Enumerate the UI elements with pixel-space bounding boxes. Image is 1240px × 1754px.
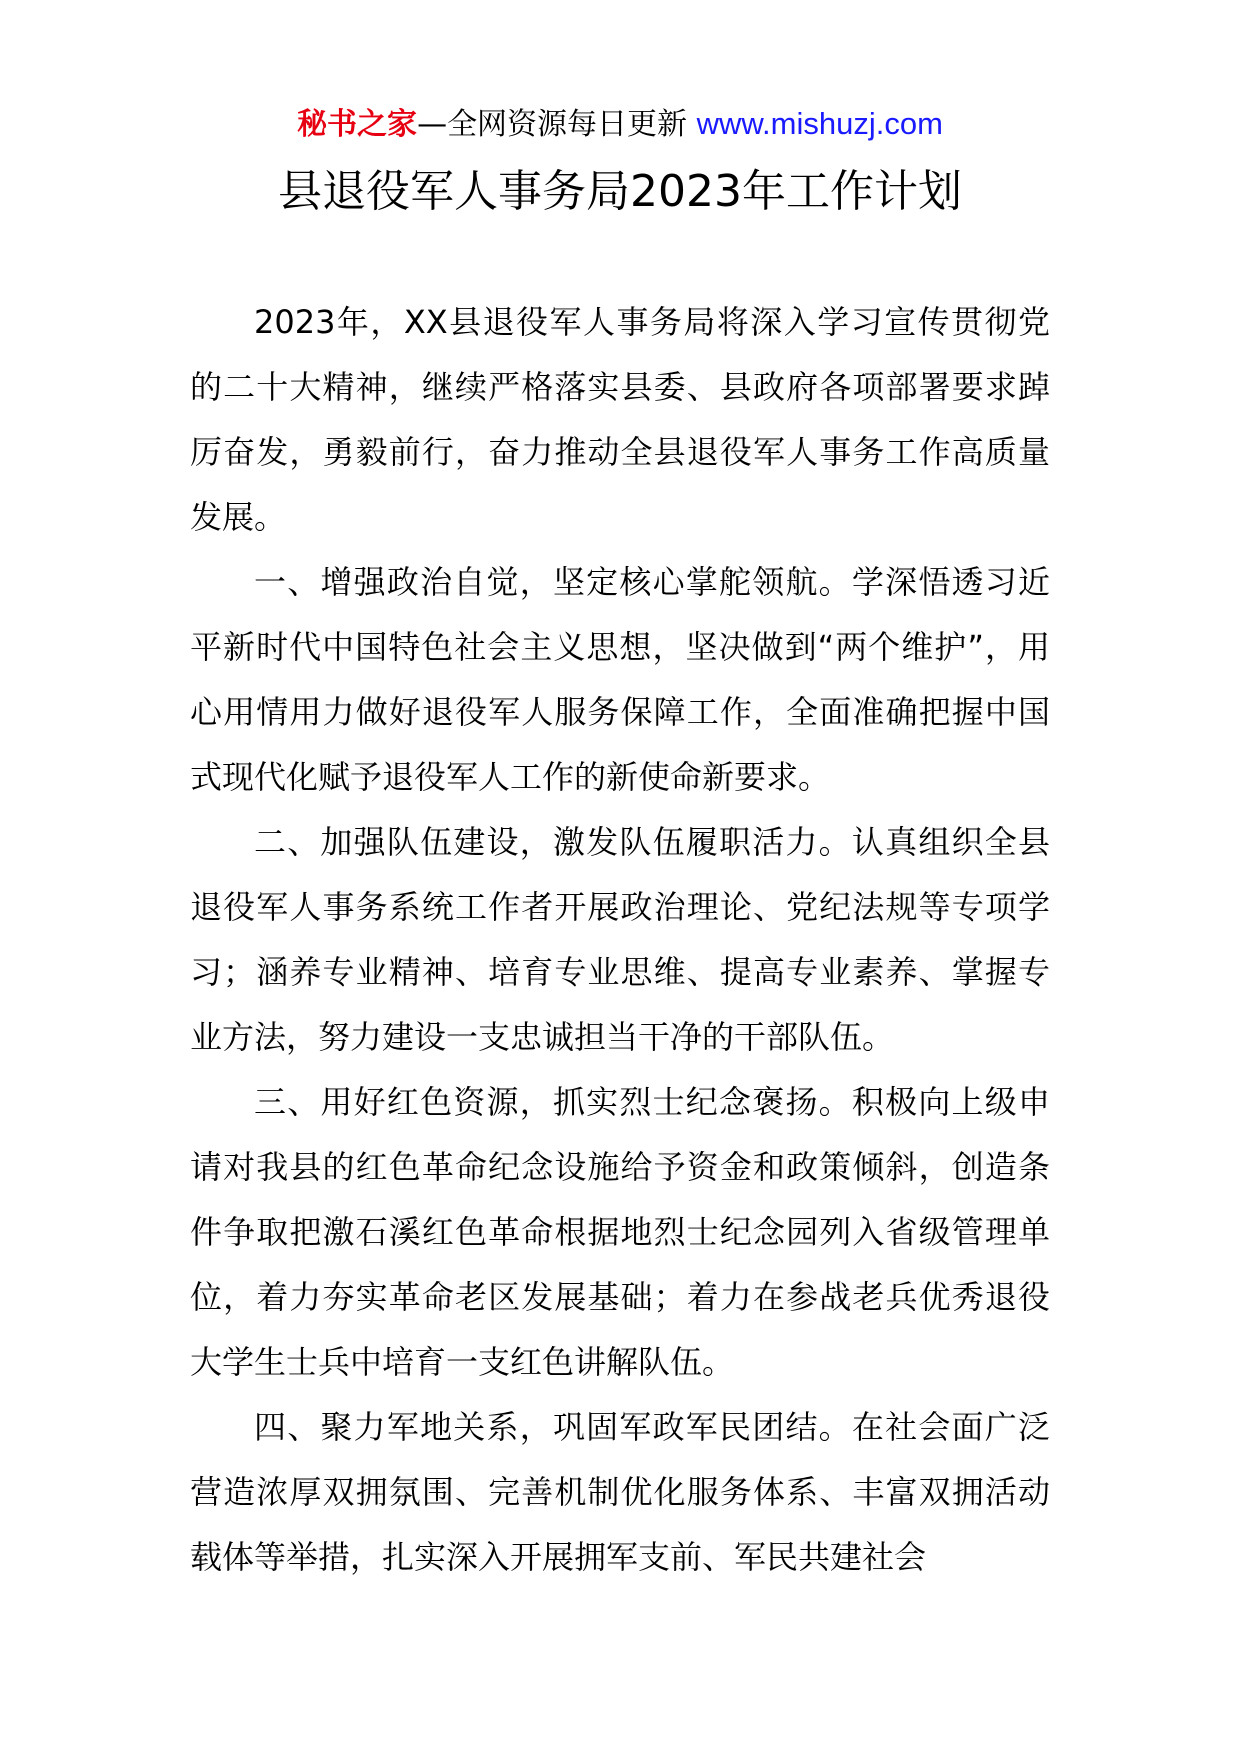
document-title: 县退役军人事务局2023年工作计划: [278, 166, 962, 217]
paragraph-section-3: [190, 1070, 1050, 1395]
site-url-link[interactable]: www.mishuzj.com: [696, 106, 943, 141]
paragraph-lead: 三、用好红色资源，抓实烈士纪念褒扬。: [254, 1083, 852, 1121]
paragraph-lead: 一、增强政治自觉，坚定核心掌舵领航。: [254, 563, 852, 601]
paragraph-text: 2023年，XX县退役军人事务局将深入学习宣传贯彻党的二十大精神，继续严格落实县委、县政府各项部署要求踔厉奋发，勇毅前行，奋力推动全县退役军人事务工作高质量发展。: [190, 303, 1050, 536]
paragraph-lead: 二、加强队伍建设，激发队伍履职活力。: [254, 823, 852, 861]
paragraph-text: 积极向上级申请对我县的红色革命纪念设施给予资金和政策倾斜，创造条件争取把激石溪红色革命根据地烈士纪念园列入省级管理单位，着力夯实革命老区发展基础；着力在参战老兵优秀退役大学生士兵中培育一支红色讲解队伍。: [190, 1083, 1050, 1381]
site-tagline: —全网资源每日更新: [417, 107, 688, 142]
site-name: 秘书之家: [297, 107, 418, 142]
paragraph-text: 在社会面广泛营造浓厚双拥氛围、完善机制优化服务体系、丰富双拥活动载体等举措，扎实深入开展拥军支前、军民共建社会: [190, 1408, 1050, 1576]
paragraph-section-2: [190, 810, 1050, 1070]
document-body: [190, 290, 1050, 1590]
site-header: [0, 100, 1240, 149]
paragraph-section-1: [190, 550, 1050, 810]
paragraph-lead: 四、聚力军地关系，巩固军政军民团结。: [254, 1408, 852, 1446]
paragraph-text: 认真组织全县退役军人事务系统工作者开展政治理论、党纪法规等专项学习；涵养专业精神、培育专业思维、提高专业素养、掌握专业方法，努力建设一支忠诚担当干净的干部队伍。: [190, 823, 1050, 1056]
paragraph-intro: [190, 290, 1050, 550]
paragraph-text: 学深悟透习近平新时代中国特色社会主义思想，坚决做到“两个维护”，用心用情用力做好退役军人服务保障工作，全面准确把握中国式现代化赋予退役军人工作的新使命新要求。: [190, 563, 1050, 796]
paragraph-section-4: [190, 1395, 1050, 1590]
